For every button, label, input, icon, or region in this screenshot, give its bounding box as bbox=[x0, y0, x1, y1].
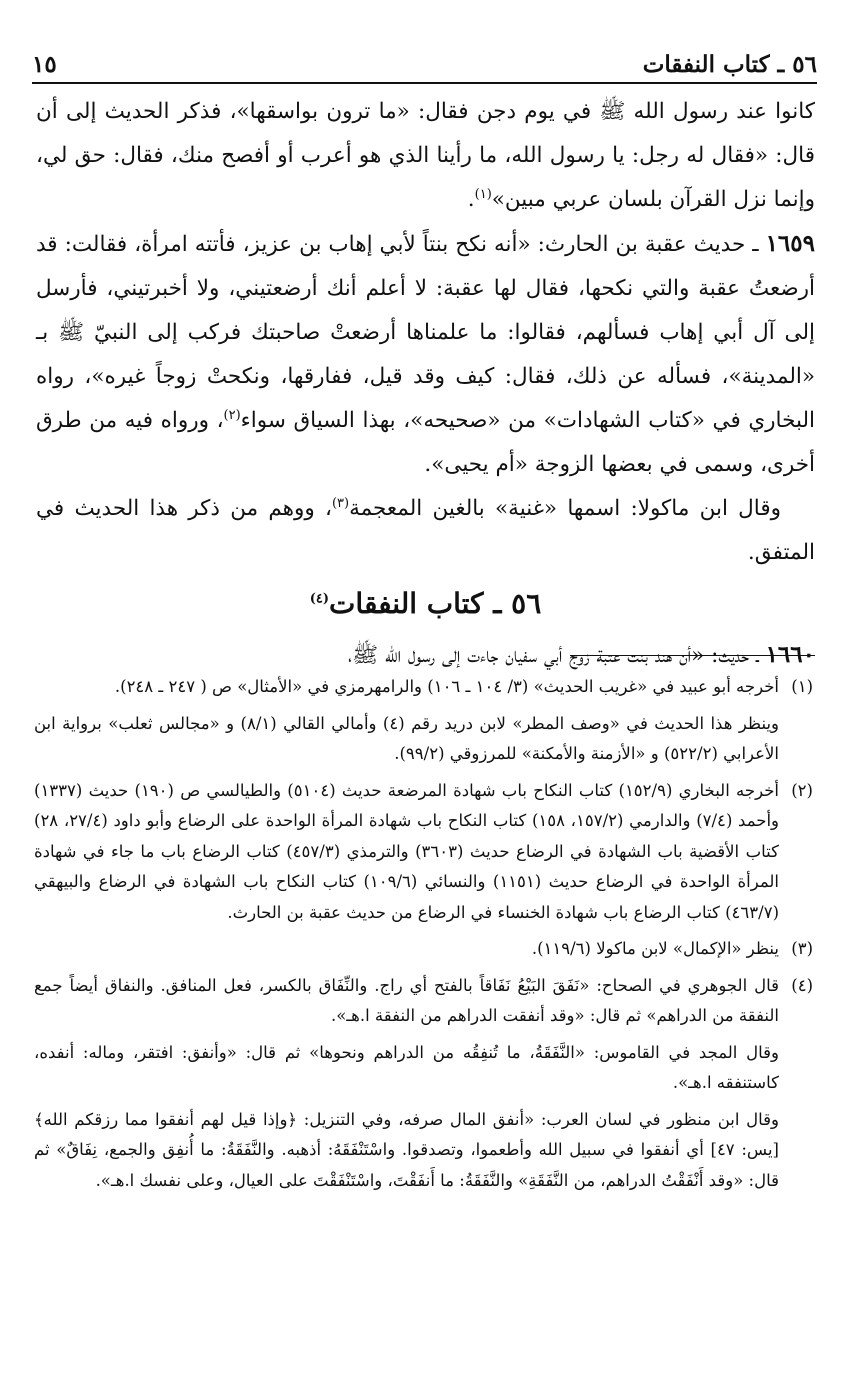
footnote-ref-2: (٢) bbox=[223, 407, 241, 423]
hadith-number-1659: ١٦٥٩ bbox=[765, 230, 815, 257]
footnote-4-number: (٤) bbox=[791, 975, 813, 995]
footnote-3-number: (٣) bbox=[791, 939, 813, 958]
main-text bbox=[36, 90, 815, 678]
footnote-ref-4: (٤) bbox=[309, 591, 330, 607]
footnote-2-number: (٢) bbox=[791, 780, 813, 800]
footnote-2 bbox=[34, 776, 813, 929]
footnote-1-number: (١) bbox=[791, 677, 813, 696]
footnote-3-text: ينظر «الإكمال» لابن ماكولا (١١٩/٦). bbox=[531, 939, 779, 958]
footnote-1-continuation: وينظر هذا الحديث في «وصف المطر» لابن دريد رقم (٤) وأمالي القالي (٨/١) و «مجالس ثعلب» برواية ابن الأعرابي (٥٢٢/٢) و «الأزمنة والأمكنة» للمرزوقي (٩٩/٢). bbox=[34, 713, 780, 763]
paragraph-ibn-makula bbox=[36, 487, 815, 575]
page-number: ١٥ bbox=[32, 51, 57, 78]
footnotes bbox=[34, 672, 813, 1202]
hadith-1659-end: ، ورواه فيه من طرق أخرى، وسمى في بعضها الزوجة «أم يحيى». bbox=[36, 408, 815, 477]
paragraph-text: كانوا عند رسول الله ﷺ في يوم دجن فقال: «ما ترون بواسقها»، فذكر الحديث إلى أن قال: «فقال له رجل: يا رسول الله، ما رأينا الذي هو أعرب أو أفصح منك، فقال: حق لي، وإنما نزل القرآن بلسان عربي مبين» bbox=[36, 99, 815, 212]
footnote-4-text: قال الجوهري في الصحاح: «نَفَقَ البَيْعُ نَفَاقاً بالفتح أي راج. والنِّفَاق بالكسر، فعل المنافق. والنفاق أيضاً جمع النفقة من الدراهم» ثم قال: «وقد أنفقت الدراهم من النفقة ا.هـ». bbox=[34, 975, 779, 1025]
footnote-4-continuation-2: وقال ابن منظور في لسان العرب: «أنفق المال صرفه، وفي التنزيل: ﴿وإذا قيل لهم أنفقوا مما رزقكم الله﴾ [يس: ٤٧] أي أنفقوا في سبيل الله وأطعموا، وتصدقوا. واسْتَنْفَقَهُ: أذهبه. والنَّفَقَةُ: ما أُنفِق والجمع، نِفَاقٌ» ثم قال: «وقد أَنْفَقْتُ الدراهم، من النَّفَقَةِ» والنَّفَقَةُ: ما أَنفَقْتَ، واسْتَنْفَقْتَ على العيال، وعلى نفسك ا.هـ». bbox=[34, 1109, 779, 1190]
hadith-1660-text: ـ حديث: «أن هند بنت عتبة زوج أبي سفيان جاءت إلى رسول الله ﷺ، bbox=[348, 643, 766, 668]
footnote-ref-1: (١) bbox=[474, 186, 492, 202]
footnote-4-continuation-1: وقال المجد في القاموس: «النَّفَقَةُ، ما تُنفِقُه من الدراهم ونحوها» ثم قال: «وأنفق: افتقر، وماله: أنفده، كاستنفقه ا.هـ». bbox=[34, 1042, 779, 1092]
hadith-1659 bbox=[36, 222, 815, 487]
section-title-text: ٥٦ ـ كتاب النفقات bbox=[329, 587, 542, 620]
hadith-number-1660: ١٦٦٠ bbox=[765, 641, 815, 668]
section-title bbox=[36, 575, 815, 633]
paragraph-hadith-continuation bbox=[36, 90, 815, 222]
footnote-3 bbox=[34, 934, 813, 965]
makula-end: ، ووهم من ذكر هذا الحديث في المتفق. bbox=[36, 496, 815, 565]
footnote-1-text: أخرجه أبو عبيد في «غريب الحديث» (٣/ ١٠٤ ـ ١٠٦) والرامهرمزي في «الأمثال» ص ( ٢٤٧ ـ ٢٤٨). bbox=[114, 677, 779, 696]
footnote-divider bbox=[570, 655, 815, 656]
footnote-4 bbox=[34, 971, 813, 1032]
footnote-2-text: أخرجه البخاري (١٥٢/٩) كتاب النكاح باب شهادة المرضعة حديث (٥١٠٤) والطيالسي ص (١٩٠) حديث (١٣٣٧) وأحمد (٧/٤) والدارمي (١٥٧/٢، ١٥٨) كتاب النكاح باب شهادة المرأة الواحدة على الرضاع وأبو داود (٢٧/٤، ٢٨) كتاب الأقضية باب الشهادة في الرضاع حديث (٣٦٠٣) والترمذي (٤٥٧/٣) كتاب الرضاع باب ما جاء في شهادة المرأة الواحدة في الرضاع حديث (١١٥١) والنسائي (١٠٩/٦) كتاب النكاح باب الشهادة في الرضاع والبيهقي (٤٦٣/٧) كتاب الرضاع باب شهادة الخنساء في الرضاع من حديث عقبة بن الحارث. bbox=[34, 780, 780, 922]
footnote-1 bbox=[34, 672, 813, 703]
footnote-ref-3: (٣) bbox=[331, 495, 350, 511]
running-title: ٥٦ ـ كتاب النفقات bbox=[642, 51, 817, 78]
hadith-1659-text: ـ حديث عقبة بن الحارث: «أنه نكح بنتاً لأبي إهاب بن عزيز، فأتته امرأة، فقالت: قد أرضعتُ عقبة والتي نكحها، فقال لها عقبة: لا أعلم أنك أرضعتيني، ولا أخبرتيني، فأرسل إلى آل أبي إهاب فسألهم، فقالوا: ما علمناها أرضعتْ صاحبتك فركب إلى النبيّ ﷺ بـ «المدينة»، فسأله عن ذلك، فقال: كيف وقد قيل، ففارقها، ونكحتْ زوجاً غيره»، رواه البخاري في «كتاب الشهادات» من «صحيحه»، بهذا السياق سواء bbox=[36, 232, 815, 433]
paragraph-end: . bbox=[467, 187, 475, 212]
makula-text: وقال ابن ماكولا: اسمها «غنية» بالغين المعجمة bbox=[349, 496, 781, 521]
running-header bbox=[32, 40, 817, 84]
